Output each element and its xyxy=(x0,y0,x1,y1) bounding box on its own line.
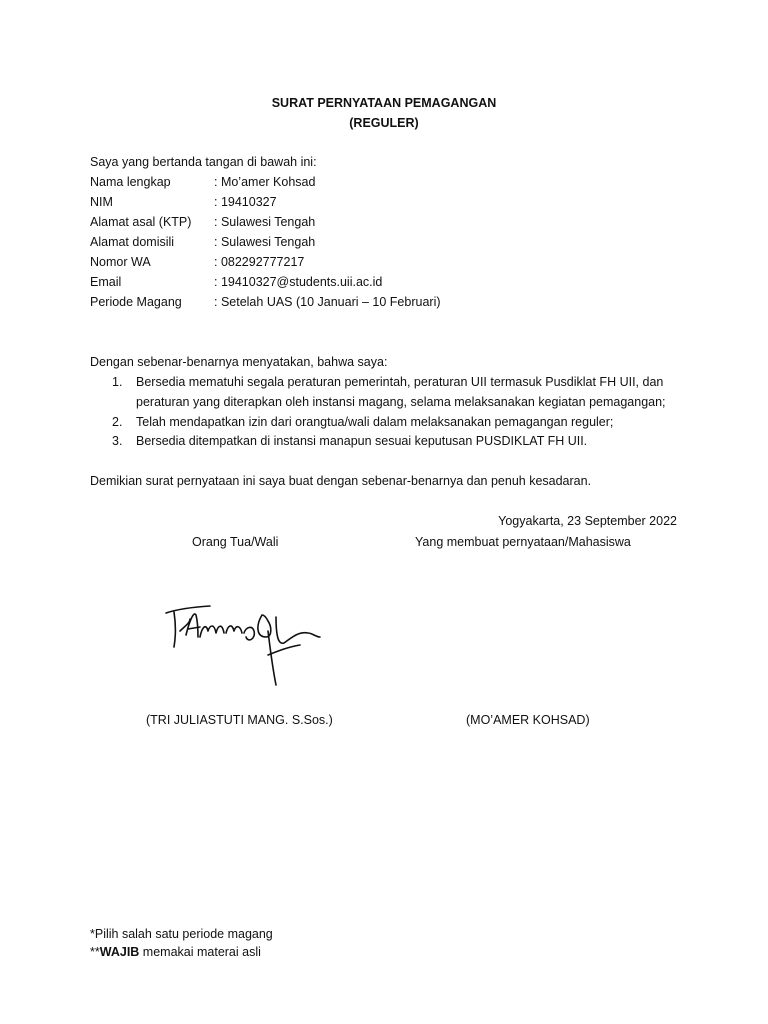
statement-text: Telah mendapatkan izin dari orangtua/wali dalam melaksanakan pemagangan reguler; xyxy=(136,415,614,429)
field-value: : Setelah UAS (10 Januari – 10 Februari) xyxy=(214,295,441,309)
footnote-stamp xyxy=(90,945,261,959)
intro-text: Saya yang bertanda tangan di bawah ini: xyxy=(90,155,317,169)
statement-text: Bersedia ditempatkan di instansi manapun sesuai keputusan PUSDIKLAT FH UII. xyxy=(136,434,588,448)
closing-text: Demikian surat pernyataan ini saya buat dengan sebenar-benarnya dan penuh kesadaran. xyxy=(90,474,592,488)
field-label: Alamat domisili xyxy=(90,235,175,249)
statement-intro: Dengan sebenar-benarnya menyatakan, bahwa saya: xyxy=(90,355,388,369)
student-name: (MO’AMER KOHSAD) xyxy=(466,713,590,727)
field-value: : Mo’amer Kohsad xyxy=(214,175,316,189)
footnote-rest: memakai materai asli xyxy=(139,945,261,959)
footnote-prefix: ** xyxy=(90,945,100,959)
student-role-label: Yang membuat pernyataan/Mahasiswa xyxy=(415,535,631,549)
signature-image xyxy=(138,575,334,695)
field-label: Nama lengkap xyxy=(90,175,171,189)
field-value: : 19410327 xyxy=(214,195,277,209)
field-label: Periode Magang xyxy=(90,295,182,309)
field-value: : 19410327@students.uii.ac.id xyxy=(214,275,383,289)
field-label: NIM xyxy=(90,195,113,209)
field-value: : Sulawesi Tengah xyxy=(214,215,316,229)
document-title: SURAT PERNYATAAN PEMAGANGAN xyxy=(271,96,497,110)
parent-name: (TRI JULIASTUTI MANG. S.Sos.) xyxy=(146,713,333,727)
parent-signature xyxy=(138,575,334,695)
footnote-bold: WAJIB xyxy=(99,945,140,959)
field-label: Email xyxy=(90,275,122,289)
field-value: : 082292777217 xyxy=(214,255,305,269)
parent-role-label: Orang Tua/Wali xyxy=(192,535,279,549)
footnote-period: *Pilih salah satu periode magang xyxy=(90,927,273,941)
statement-text-continued: peraturan yang diterapkan oleh instansi magang, selama melaksanakan kegiatan pemagangan; xyxy=(136,395,666,409)
field-label: Alamat asal (KTP) xyxy=(90,215,192,229)
field-label: Nomor WA xyxy=(90,255,151,269)
statement-number: 1. xyxy=(112,375,123,389)
document-subtitle: (REGULER) xyxy=(349,116,419,130)
statement-number: 3. xyxy=(112,434,123,448)
place-date: Yogyakarta, 23 September 2022 xyxy=(498,514,677,528)
statement-number: 2. xyxy=(112,415,123,429)
field-value: : Sulawesi Tengah xyxy=(214,235,316,249)
statement-text: Bersedia mematuhi segala peraturan pemerintah, peraturan UII termasuk Pusdiklat FH UII, dan xyxy=(136,375,664,389)
